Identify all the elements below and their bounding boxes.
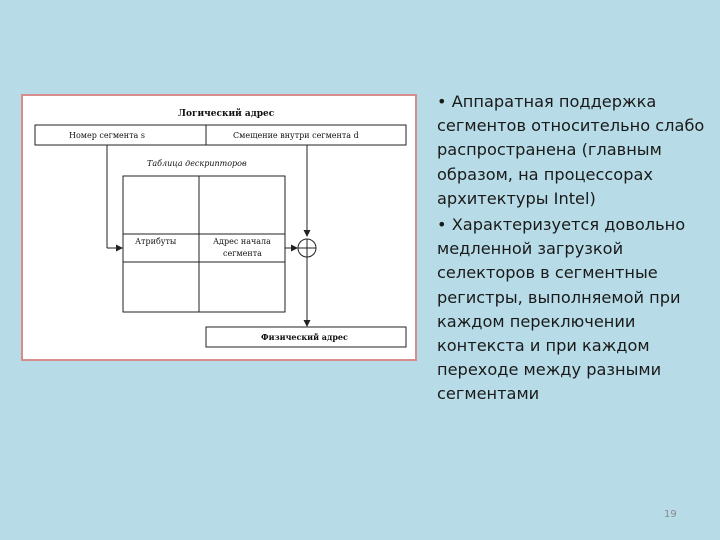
- bullet-text: Аппаратная поддержка сегментов относительно слабо распространена (главным образом, на процессорах архитектуры Intel): [437, 92, 705, 208]
- physical-address-label: Физический адрес: [261, 332, 348, 342]
- descriptor-table-label: Таблица дескрипторов: [147, 159, 247, 168]
- base-address-label-line1: Адрес начала: [213, 237, 271, 246]
- bullet-item: [437, 213, 709, 407]
- segmentation-diagram: [21, 94, 417, 361]
- attributes-label: Атрибуты: [135, 237, 177, 246]
- bullet-marker-icon: •: [437, 215, 447, 235]
- bullet-item: [437, 90, 709, 211]
- logical-address-title: Логический адрес: [178, 109, 275, 119]
- offset-label: Смещение внутри сегмента d: [233, 131, 359, 140]
- bullet-list: [437, 90, 709, 409]
- segment-number-label: Номер сегмента s: [69, 131, 145, 140]
- bullet-text: Характеризуется довольно медленной загрузкой селекторов в сегментные регистры, выполняемой при каждом переключении контекста и при каждом переходе между разными сегментами: [437, 215, 686, 404]
- page-number: 19: [664, 509, 677, 520]
- base-address-label-line2: сегмента: [223, 249, 262, 258]
- bullet-marker-icon: •: [437, 92, 447, 111]
